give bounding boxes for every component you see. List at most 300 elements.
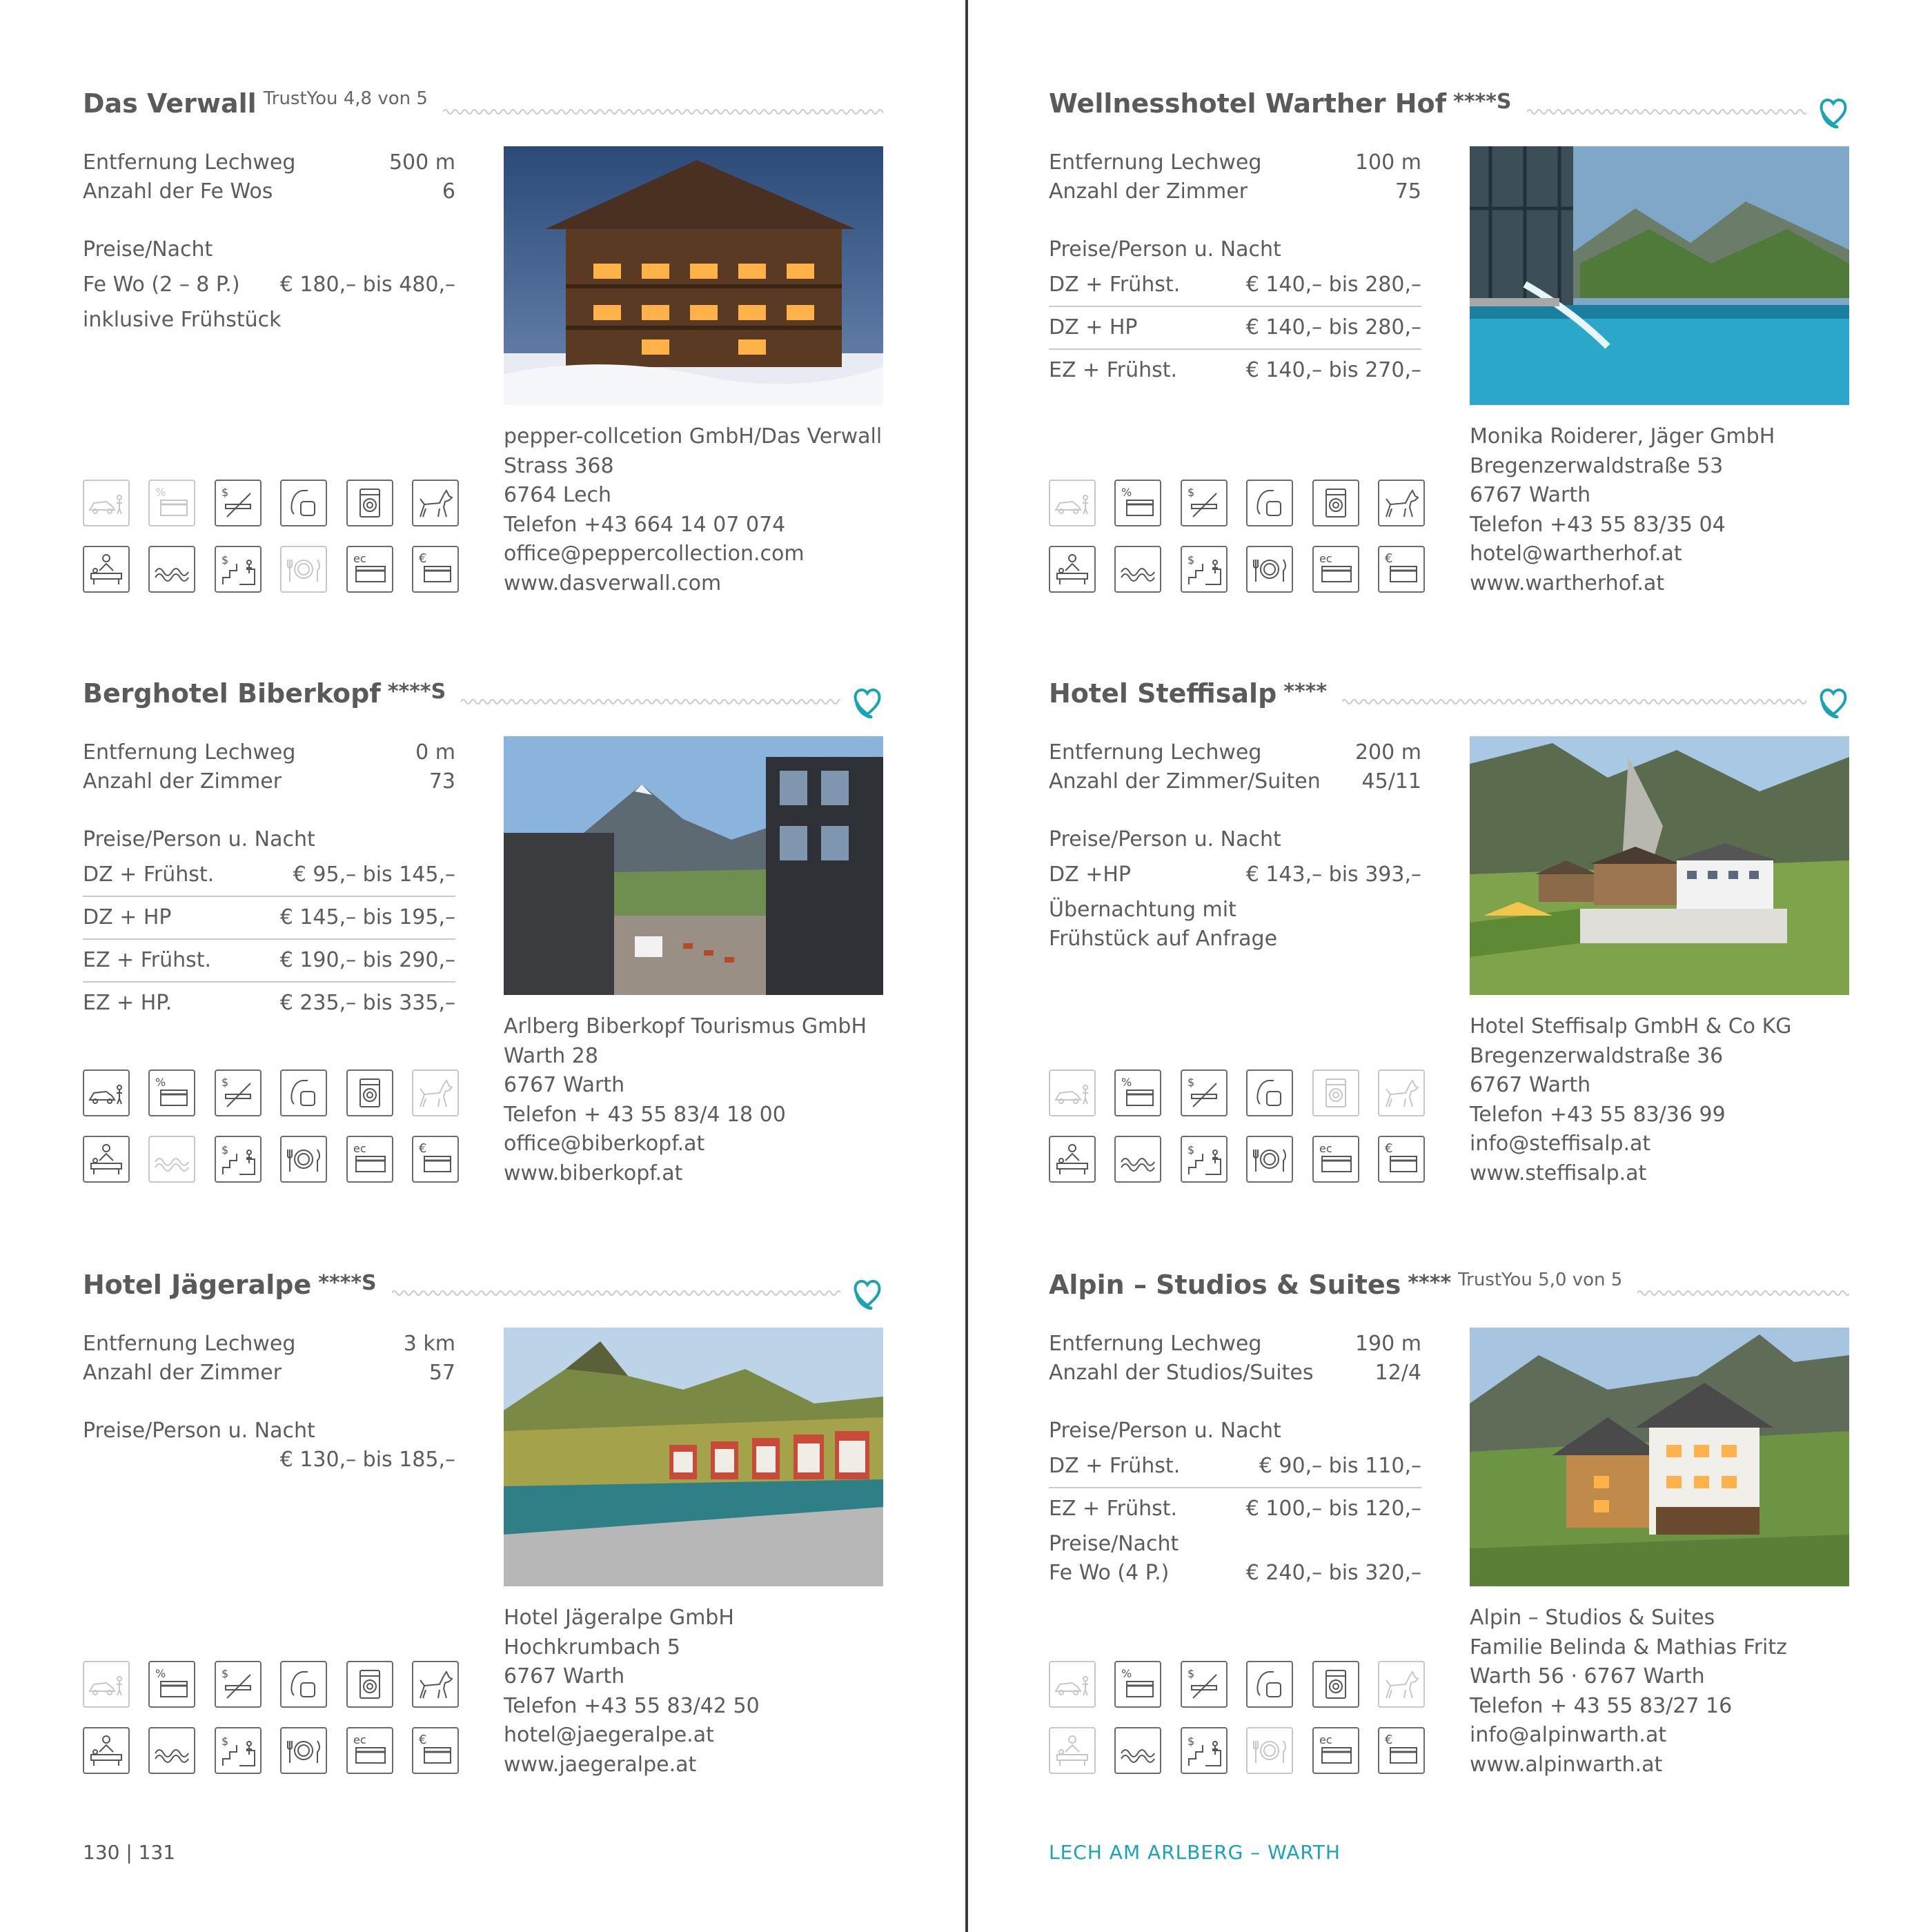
contact-website[interactable]: www.biberkopf.at <box>504 1161 683 1185</box>
distance-row <box>1049 148 1421 177</box>
svg-text:$: $ <box>1187 1143 1194 1156</box>
contact-email[interactable]: info@alpinwarth.at <box>1470 1723 1667 1747</box>
hotel-info <box>1049 148 1421 391</box>
price-label: DZ + Frühst. <box>1049 273 1181 297</box>
room-count-value: 57 <box>428 1361 455 1385</box>
wavy-divider <box>1527 103 1806 120</box>
contact-city: 6767 Warth <box>504 1664 625 1688</box>
contact-company: Hotel Jägeralpe GmbH <box>504 1606 734 1630</box>
price-row <box>1049 264 1421 307</box>
svg-text:%: % <box>155 1667 166 1680</box>
dryer-icon <box>1246 1661 1293 1708</box>
distance-label: Entfernung Lechweg <box>1049 150 1262 175</box>
discount-card-icon <box>148 1661 195 1708</box>
trustyou-rating: TrustYou 5,0 von 5 <box>1458 1270 1623 1290</box>
hotel-info <box>83 738 455 1024</box>
hotel-card <box>1049 1250 1849 1816</box>
price-value: € 180,– bis 480,– <box>279 273 455 297</box>
ec-card-icon <box>1312 546 1359 593</box>
svg-text:ec: ec <box>1319 1142 1332 1155</box>
trustyou-rating: TrustYou 4,8 von 5 <box>263 88 428 109</box>
room-count-label: Anzahl der Zimmer <box>1049 179 1248 204</box>
stairs-elevator-icon <box>1181 1136 1228 1183</box>
dog-icon <box>1378 480 1425 526</box>
contact-website[interactable]: www.dasverwall.com <box>504 571 722 595</box>
wavy-divider <box>1342 693 1806 710</box>
svg-text:%: % <box>155 486 166 499</box>
distance-row <box>83 148 455 177</box>
restaurant-icon <box>1246 1136 1293 1183</box>
stairs-elevator-icon <box>215 546 262 593</box>
car-person-icon <box>83 1070 130 1116</box>
washing-machine-icon <box>1312 1661 1359 1708</box>
price-label: EZ + HP. <box>83 991 172 1015</box>
wellness-icon <box>1114 546 1161 593</box>
svg-text:€: € <box>418 1141 427 1156</box>
price-row <box>1049 1446 1421 1488</box>
svg-text:ec: ec <box>353 1733 366 1746</box>
hotel-contact <box>504 1012 890 1188</box>
stairs-elevator-icon <box>1181 1727 1228 1774</box>
price-heading: Preise/Person u. Nacht <box>1049 237 1281 262</box>
distance-row <box>1049 1330 1421 1359</box>
ec-card-icon <box>1312 1136 1359 1183</box>
price-heading: Preise/Person u. Nacht <box>1049 1419 1281 1443</box>
contact-website[interactable]: www.jaegeralpe.at <box>504 1752 697 1777</box>
stairs-elevator-icon <box>215 1136 262 1183</box>
ec-card-icon <box>346 546 393 593</box>
distance-label: Entfernung Lechweg <box>1049 740 1262 765</box>
massage-icon <box>1049 1136 1096 1183</box>
room-count-label: Anzahl der Zimmer <box>83 1361 282 1385</box>
no-smoking-icon <box>215 1661 262 1708</box>
price-label: EZ + Frühst. <box>1049 1497 1178 1521</box>
amenity-icon-row <box>83 1136 459 1183</box>
svg-text:$: $ <box>221 553 228 566</box>
price-value: € 235,– bis 335,– <box>279 991 455 1015</box>
contact-street: Bregenzerwaldstraße 36 <box>1470 1043 1724 1068</box>
price-heading: Preise/Person u. Nacht <box>83 827 315 851</box>
amenity-icon-row <box>1049 1070 1425 1116</box>
amenity-icon-row <box>1049 1136 1425 1183</box>
no-smoking-icon <box>215 480 262 526</box>
heart-icon <box>1817 92 1849 128</box>
hotel-title <box>83 1270 377 1300</box>
hotel-photo <box>1470 1328 1849 1586</box>
hotel-contact <box>1470 422 1856 598</box>
dryer-icon <box>1246 1070 1293 1116</box>
svg-text:$: $ <box>221 486 228 499</box>
hotel-name: Alpin – Studios & Suites <box>1049 1270 1401 1300</box>
dryer-icon <box>280 1661 327 1708</box>
discount-card-icon <box>1114 1661 1161 1708</box>
room-count-value: 75 <box>1394 179 1421 204</box>
hotel-card <box>83 1250 883 1816</box>
contact-street: Strass 368 <box>504 453 614 478</box>
price-label: EZ + Frühst. <box>1049 358 1178 382</box>
hotel-title <box>1049 1270 1622 1300</box>
hotel-card <box>1049 659 1849 1225</box>
car-person-icon <box>83 1661 130 1708</box>
dog-icon <box>1378 1661 1425 1708</box>
hotel-info <box>83 148 455 335</box>
price-value: € 100,– bis 120,– <box>1245 1497 1421 1521</box>
price-value: € 95,– bis 145,– <box>293 862 455 887</box>
hotel-photo <box>504 736 883 995</box>
region-title: LECH AM ARLBERG – WARTH <box>1049 1841 1341 1864</box>
room-count-row <box>83 177 455 206</box>
wellness-icon <box>1114 1727 1161 1774</box>
amenity-icon-row <box>83 1661 459 1708</box>
contact-street: Warth 28 <box>504 1043 598 1068</box>
hotel-info <box>1049 738 1421 954</box>
washing-machine-icon <box>1312 1070 1359 1116</box>
hotel-title <box>1049 678 1327 709</box>
amenity-icon-row <box>83 480 459 526</box>
dog-icon <box>412 1070 459 1116</box>
massage-icon <box>1049 1727 1096 1774</box>
restaurant-icon <box>280 546 327 593</box>
hotel-title-row <box>1049 69 1849 124</box>
room-count-label: Anzahl der Studios/Suites <box>1049 1361 1314 1385</box>
distance-label: Entfernung Lechweg <box>83 1332 296 1356</box>
price-value: € 140,– bis 280,– <box>1245 315 1421 339</box>
contact-company: pepper-collcetion GmbH/Das Verwall <box>504 424 883 448</box>
price-label: DZ + Frühst. <box>1049 1454 1181 1478</box>
hotel-title-row <box>1049 659 1849 714</box>
hotel-photo <box>1470 146 1849 405</box>
no-smoking-icon <box>215 1070 262 1116</box>
room-count-row <box>1049 767 1421 796</box>
price-label: DZ + HP <box>83 905 172 929</box>
svg-text:$: $ <box>221 1667 228 1680</box>
amenity-icon-row <box>83 1070 459 1116</box>
price-note: inklusive Frühstück <box>83 308 282 332</box>
distance-label: Entfernung Lechweg <box>83 740 296 765</box>
wavy-divider <box>1637 1285 1849 1301</box>
svg-text:$: $ <box>1187 486 1194 499</box>
stairs-elevator-icon <box>215 1727 262 1774</box>
price-row <box>83 264 455 306</box>
dryer-icon <box>1246 480 1293 526</box>
svg-text:ec: ec <box>1319 1733 1332 1746</box>
svg-text:%: % <box>1121 1076 1132 1089</box>
contact-street: Hochkrumbach 5 <box>504 1635 680 1659</box>
amenity-icons <box>83 480 459 612</box>
amenity-icon-row <box>1049 480 1425 526</box>
price-value: € 143,– bis 393,– <box>1245 862 1421 887</box>
hotel-title <box>1049 88 1512 119</box>
hotel-name: Hotel Steffisalp <box>1049 678 1277 709</box>
distance-value: 3 km <box>403 1332 455 1356</box>
discount-card-icon <box>148 480 195 526</box>
stairs-elevator-icon <box>1181 546 1228 593</box>
car-person-icon <box>83 480 130 526</box>
amenity-icons <box>83 1661 459 1793</box>
page-numbers: 130 | 131 <box>83 1841 176 1864</box>
washing-machine-icon <box>346 1070 393 1116</box>
contact-company: Alpin – Studios & Suites <box>1470 1606 1715 1630</box>
contact-email[interactable]: office@biberkopf.at <box>504 1132 705 1156</box>
price-note: Übernachtung mit <box>1049 898 1236 922</box>
amenity-icon-row <box>83 1727 459 1774</box>
hotel-contact <box>504 1604 890 1780</box>
contact-city: Warth 56 · 6767 Warth <box>1470 1664 1705 1688</box>
dryer-icon <box>280 480 327 526</box>
price-value: € 190,– bis 290,– <box>279 948 455 972</box>
car-person-icon <box>1049 1070 1096 1116</box>
distance-value: 190 m <box>1354 1332 1421 1356</box>
svg-text:€: € <box>1384 1733 1393 1747</box>
euro-card-icon <box>412 1136 459 1183</box>
hotel-info <box>1049 1330 1421 1588</box>
hotel-name: Hotel Jägeralpe <box>83 1270 312 1300</box>
hotel-title-row <box>83 1250 883 1305</box>
room-count-value: 12/4 <box>1374 1361 1421 1385</box>
price-label: Fe Wo (4 P.) <box>1049 1561 1170 1585</box>
svg-text:%: % <box>1121 1667 1132 1680</box>
dog-icon <box>412 480 459 526</box>
hotel-contact <box>504 422 890 598</box>
room-count-label: Anzahl der Zimmer <box>83 769 282 793</box>
hotel-stars: **** <box>1408 1271 1452 1295</box>
hotel-name: Das Verwall <box>83 88 257 119</box>
contact-email[interactable]: info@steffisalp.at <box>1470 1132 1651 1156</box>
room-count-value: 45/11 <box>1361 769 1421 793</box>
contact-phone: Telefon + 43 55 83/27 16 <box>1470 1693 1733 1718</box>
wellness-icon <box>148 1136 195 1183</box>
svg-text:%: % <box>155 1076 166 1089</box>
svg-text:%: % <box>1121 486 1132 499</box>
distance-label: Entfernung Lechweg <box>1049 1332 1262 1356</box>
contact-city: 6767 Warth <box>504 1073 625 1097</box>
svg-text:$: $ <box>1187 1735 1194 1748</box>
hotel-info <box>83 1330 455 1475</box>
hotel-title-row <box>83 69 883 124</box>
distance-value: 100 m <box>1354 150 1421 175</box>
price-label: Fe Wo (2 – 8 P.) <box>83 273 240 297</box>
contact-email[interactable]: hotel@jaegeralpe.at <box>504 1723 714 1747</box>
contact-website[interactable]: www.wartherhof.at <box>1470 571 1665 595</box>
washing-machine-icon <box>346 1661 393 1708</box>
amenity-icon-row <box>1049 546 1425 593</box>
distance-value: 200 m <box>1354 740 1421 765</box>
price-heading: Preise/Person u. Nacht <box>1049 827 1281 851</box>
contact-street: Familie Belinda & Mathias Fritz <box>1470 1635 1787 1659</box>
room-count-value: 6 <box>442 179 455 204</box>
restaurant-icon <box>1246 1727 1293 1774</box>
restaurant-icon <box>1246 546 1293 593</box>
svg-text:€: € <box>1384 1141 1393 1156</box>
svg-text:$: $ <box>1187 1667 1194 1680</box>
hotel-title <box>83 678 446 709</box>
contact-email[interactable]: hotel@wartherhof.at <box>1470 542 1682 566</box>
book-spine <box>965 0 968 1932</box>
svg-text:$: $ <box>221 1735 228 1748</box>
hotel-name: Berghotel Biberkopf <box>83 678 381 709</box>
euro-card-icon <box>412 1727 459 1774</box>
price-row <box>1049 350 1421 391</box>
euro-card-icon <box>1378 546 1425 593</box>
discount-card-icon <box>148 1070 195 1116</box>
contact-company: Hotel Steffisalp GmbH & Co KG <box>1470 1014 1792 1038</box>
contact-email[interactable]: office@peppercollection.com <box>504 542 805 566</box>
contact-phone: Telefon +43 55 83/42 50 <box>504 1693 760 1718</box>
wellness-icon <box>148 1727 195 1774</box>
hotel-stars: **** <box>1283 680 1328 704</box>
room-count-value: 73 <box>428 769 455 793</box>
no-smoking-icon <box>1181 480 1228 526</box>
contact-city: 6767 Warth <box>1470 483 1591 507</box>
svg-text:ec: ec <box>353 552 366 565</box>
amenity-icon-row <box>1049 1727 1425 1774</box>
hotel-stars: ****S <box>1453 90 1512 114</box>
contact-city: 6767 Warth <box>1470 1073 1591 1097</box>
amenity-icons <box>83 1070 459 1202</box>
distance-row <box>83 738 455 767</box>
svg-text:$: $ <box>221 1143 228 1156</box>
massage-icon <box>1049 546 1096 593</box>
wellness-icon <box>1114 1136 1161 1183</box>
svg-text:$: $ <box>1187 553 1194 566</box>
no-smoking-icon <box>1181 1661 1228 1708</box>
room-count-row <box>1049 177 1421 206</box>
amenity-icons <box>1049 1070 1425 1202</box>
restaurant-icon <box>280 1136 327 1183</box>
distance-row <box>1049 738 1421 767</box>
price-value: € 140,– bis 270,– <box>1245 358 1421 382</box>
hotel-title-row <box>83 659 883 714</box>
price-row <box>1049 1488 1421 1530</box>
hotel-photo <box>1470 736 1849 995</box>
massage-icon <box>83 1136 130 1183</box>
contact-website[interactable]: www.steffisalp.at <box>1470 1161 1647 1185</box>
amenity-icon-row <box>1049 1661 1425 1708</box>
price-label: DZ + HP <box>1049 315 1138 339</box>
price-label: DZ +HP <box>1049 862 1131 887</box>
contact-company: Monika Roiderer, Jäger GmbH <box>1470 424 1775 448</box>
car-person-icon <box>1049 480 1096 526</box>
no-smoking-icon <box>1181 1070 1228 1116</box>
svg-text:$: $ <box>221 1076 228 1089</box>
room-count-label: Anzahl der Fe Wos <box>83 179 273 204</box>
hotel-card <box>1049 69 1849 635</box>
price-row <box>83 897 455 940</box>
massage-icon <box>83 1727 130 1774</box>
price-row <box>1049 854 1421 896</box>
price-row <box>83 854 455 897</box>
heart-icon <box>1817 682 1849 718</box>
svg-text:$: $ <box>1187 1076 1194 1089</box>
distance-row <box>83 1330 455 1359</box>
car-person-icon <box>1049 1661 1096 1708</box>
svg-text:€: € <box>418 1733 427 1747</box>
room-count-row <box>83 767 455 796</box>
price-label: EZ + Frühst. <box>83 948 212 972</box>
euro-card-icon <box>1378 1136 1425 1183</box>
price-heading: Preise/Person u. Nacht <box>83 1419 315 1443</box>
price-row <box>83 940 455 983</box>
svg-text:ec: ec <box>353 1142 366 1155</box>
svg-text:ec: ec <box>1319 552 1332 565</box>
amenity-icons <box>1049 1661 1425 1793</box>
euro-card-icon <box>412 546 459 593</box>
svg-text:€: € <box>1384 551 1393 566</box>
hotel-photo <box>504 146 883 405</box>
contact-phone: Telefon +43 55 83/35 04 <box>1470 512 1726 537</box>
hotel-title-row <box>1049 1250 1849 1305</box>
hotel-photo <box>504 1328 883 1586</box>
svg-text:€: € <box>418 551 427 566</box>
heart-icon <box>851 682 883 718</box>
euro-card-icon <box>1378 1727 1425 1774</box>
extra-price-row <box>1049 1559 1421 1588</box>
restaurant-icon <box>280 1727 327 1774</box>
price-row <box>1049 307 1421 350</box>
contact-city: 6764 Lech <box>504 483 612 507</box>
hotel-stars: ****S <box>387 680 446 704</box>
price-row <box>83 983 455 1024</box>
hotel-contact <box>1470 1604 1856 1780</box>
distance-value: 0 m <box>415 740 455 765</box>
wavy-divider <box>392 1285 840 1301</box>
distance-value: 500 m <box>388 150 455 175</box>
massage-icon <box>83 546 130 593</box>
hotel-card <box>83 659 883 1225</box>
amenity-icon-row <box>83 546 459 593</box>
price-value: € 130,– bis 185,– <box>279 1448 455 1472</box>
dog-icon <box>1378 1070 1425 1116</box>
room-count-row <box>1049 1359 1421 1388</box>
contact-phone: Telefon + 43 55 83/4 18 00 <box>504 1102 786 1127</box>
hotel-contact <box>1470 1012 1856 1188</box>
wavy-divider <box>443 103 883 120</box>
hotel-name: Wellnesshotel Warther Hof <box>1049 88 1447 119</box>
price-heading: Preise/Nacht <box>83 237 213 262</box>
room-count-row <box>83 1359 455 1388</box>
hotel-stars: ****S <box>318 1271 377 1295</box>
price-value: € 90,– bis 110,– <box>1259 1454 1421 1478</box>
distance-label: Entfernung Lechweg <box>83 150 296 175</box>
dryer-icon <box>280 1070 327 1116</box>
discount-card-icon <box>1114 1070 1161 1116</box>
room-count-label: Anzahl der Zimmer/Suiten <box>1049 769 1321 793</box>
ec-card-icon <box>346 1136 393 1183</box>
price-row <box>83 1446 455 1475</box>
washing-machine-icon <box>346 480 393 526</box>
price-label: DZ + Frühst. <box>83 862 215 887</box>
contact-street: Bregenzerwaldstraße 53 <box>1470 453 1724 478</box>
heart-icon <box>851 1274 883 1310</box>
discount-card-icon <box>1114 480 1161 526</box>
wavy-divider <box>461 693 840 710</box>
amenity-icons <box>1049 480 1425 612</box>
wellness-icon <box>148 546 195 593</box>
contact-company: Arlberg Biberkopf Tourismus GmbH <box>504 1014 867 1038</box>
contact-phone: Telefon +43 55 83/36 99 <box>1470 1102 1726 1127</box>
dog-icon <box>412 1661 459 1708</box>
price-note: Frühstück auf Anfrage <box>1049 927 1278 951</box>
contact-phone: Telefon +43 664 14 07 074 <box>504 512 786 537</box>
hotel-title <box>83 88 428 119</box>
price-value: € 240,– bis 320,– <box>1245 1561 1421 1585</box>
washing-machine-icon <box>1312 480 1359 526</box>
extra-price-heading: Preise/Nacht <box>1049 1532 1179 1556</box>
price-value: € 145,– bis 195,– <box>279 905 455 929</box>
ec-card-icon <box>1312 1727 1359 1774</box>
price-value: € 140,– bis 280,– <box>1245 273 1421 297</box>
contact-website[interactable]: www.alpinwarth.at <box>1470 1752 1663 1777</box>
